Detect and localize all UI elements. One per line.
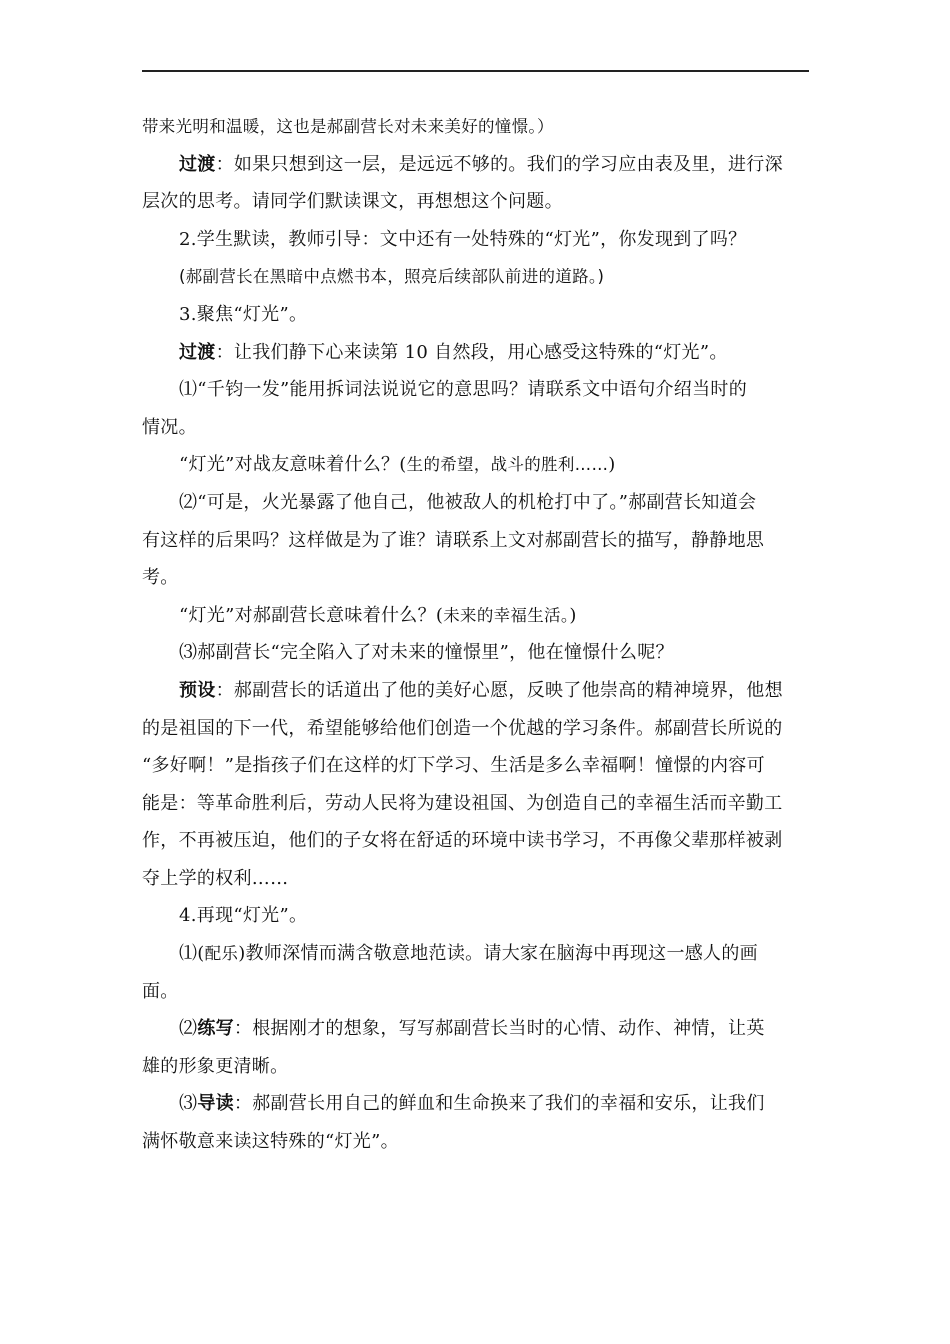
- text-span: “灯光”对战友意味着什么？(: [179, 454, 407, 476]
- text-span: ⑵“可是，火光暴露了他自己，他被敌人的机枪打中了。”郝副营长知道会: [179, 491, 757, 513]
- text-span: ：根据刚才的想象，写写郝副营长当时的心情、动作、神情，让英: [233, 1018, 765, 1040]
- text-line: [142, 108, 812, 146]
- text-line: [142, 1085, 812, 1123]
- bold-label: 练写: [197, 1018, 234, 1040]
- text-span: ⑶郝副营长“完全陷入了对未来的憧憬里”，他在憧憬什么呢？: [179, 642, 674, 664]
- text-span: ⑶: [179, 1093, 198, 1115]
- text-line: [142, 1048, 812, 1086]
- header-rule: [142, 70, 809, 72]
- text-line: [142, 710, 812, 748]
- text-span: ：郝副营长用自己的鲜血和生命换来了我们的幸福和安乐，让我们: [233, 1093, 765, 1115]
- text-line: [142, 747, 812, 785]
- text-span: 情况。: [142, 416, 197, 438]
- text-line: [142, 522, 812, 560]
- text-line: [142, 446, 812, 484]
- text-span: 满怀敬意来读这特殊的“灯光”。: [142, 1131, 399, 1153]
- text-line: [142, 409, 812, 447]
- text-line: [142, 672, 812, 710]
- text-span: 雄的形象更清晰。: [142, 1055, 289, 1077]
- text-span: ⑴(: [179, 943, 205, 965]
- text-line: [142, 822, 812, 860]
- text-span: “多好啊！”是指孩子们在这样的灯下学习、生活是多么幸福啊！憧憬的内容可: [142, 755, 765, 777]
- text-span: 能是：等革命胜利后，劳动人民将为建设祖国、为创造自己的幸福生活而辛勤工: [142, 792, 783, 814]
- text-line: [142, 296, 812, 334]
- bold-label: 过渡: [179, 341, 216, 363]
- text-line: [142, 973, 812, 1011]
- bold-label: 过渡: [179, 153, 216, 175]
- answer-note: 带来光明和温暖，这也是郝副营长对未来美好的憧憬。）: [142, 117, 554, 136]
- text-line: [142, 334, 812, 372]
- answer-note: 生的希望，战斗的胜利……: [406, 455, 609, 475]
- text-span: 3.聚焦“灯光”。: [179, 303, 308, 325]
- answer-note: 配乐: [204, 944, 239, 964]
- text-line: [142, 221, 812, 259]
- answer-note: (郝副营长在黑暗中点燃书本，照亮后续部队前进的道路。): [179, 267, 605, 287]
- text-span: ): [608, 454, 616, 476]
- text-span: ：让我们静下心来读第 10 自然段，用心感受这特殊的“灯光”。: [215, 341, 728, 363]
- text-line: [142, 371, 812, 409]
- text-span: ：如果只想到这一层，是远远不够的。我们的学习应由表及里，进行深: [215, 153, 783, 175]
- bold-label: 导读: [197, 1093, 234, 1115]
- text-span: 层次的思考。请同学们默读课文，再想想这个问题。: [142, 191, 563, 213]
- text-line: [142, 1010, 812, 1048]
- document-body: [142, 108, 812, 1161]
- text-span: ⑴“千钧一发”能用拆词法说说它的意思吗？请联系文中语句介绍当时的: [179, 379, 748, 401]
- text-line: [142, 146, 812, 184]
- text-line: [142, 597, 812, 635]
- text-span: “灯光”对郝副营长意味着什么？(: [179, 604, 444, 626]
- text-line: [142, 785, 812, 823]
- text-span: 有这样的后果吗？这样做是为了谁？请联系上文对郝副营长的描写，静静地思: [142, 529, 765, 551]
- text-span: ): [569, 604, 577, 626]
- text-line: [142, 1123, 812, 1161]
- text-span: 面。: [142, 980, 179, 1002]
- text-span: 4.再现“灯光”。: [179, 905, 308, 927]
- text-line: [142, 484, 812, 522]
- text-line: [142, 258, 812, 296]
- bold-label: 预设: [179, 679, 216, 701]
- text-span: ⑵: [179, 1018, 198, 1040]
- text-span: 的是祖国的下一代，希望能够给他们创造一个优越的学习条件。郝副营长所说的: [142, 717, 783, 739]
- text-span: 作，不再被压迫，他们的子女将在舒适的环境中读书学习，不再像父辈那样被剥: [142, 830, 783, 852]
- text-line: [142, 183, 812, 221]
- text-span: ：郝副营长的话道出了他的美好心愿，反映了他崇高的精神境界，他想: [215, 679, 783, 701]
- text-line: [142, 559, 812, 597]
- text-span: 2.学生默读，教师引导：文中还有一处特殊的“灯光”，你发现到了吗？: [179, 228, 747, 250]
- text-span: )教师深情而满含敬意地范读。请大家在脑海中再现这一感人的画: [238, 943, 758, 965]
- text-line: [142, 935, 812, 973]
- answer-note: 未来的幸福生活。: [443, 605, 570, 625]
- text-span: 考。: [142, 567, 179, 589]
- text-span: 夺上学的权利……: [142, 867, 289, 889]
- text-line: [142, 860, 812, 898]
- text-line: [142, 634, 812, 672]
- text-line: [142, 897, 812, 935]
